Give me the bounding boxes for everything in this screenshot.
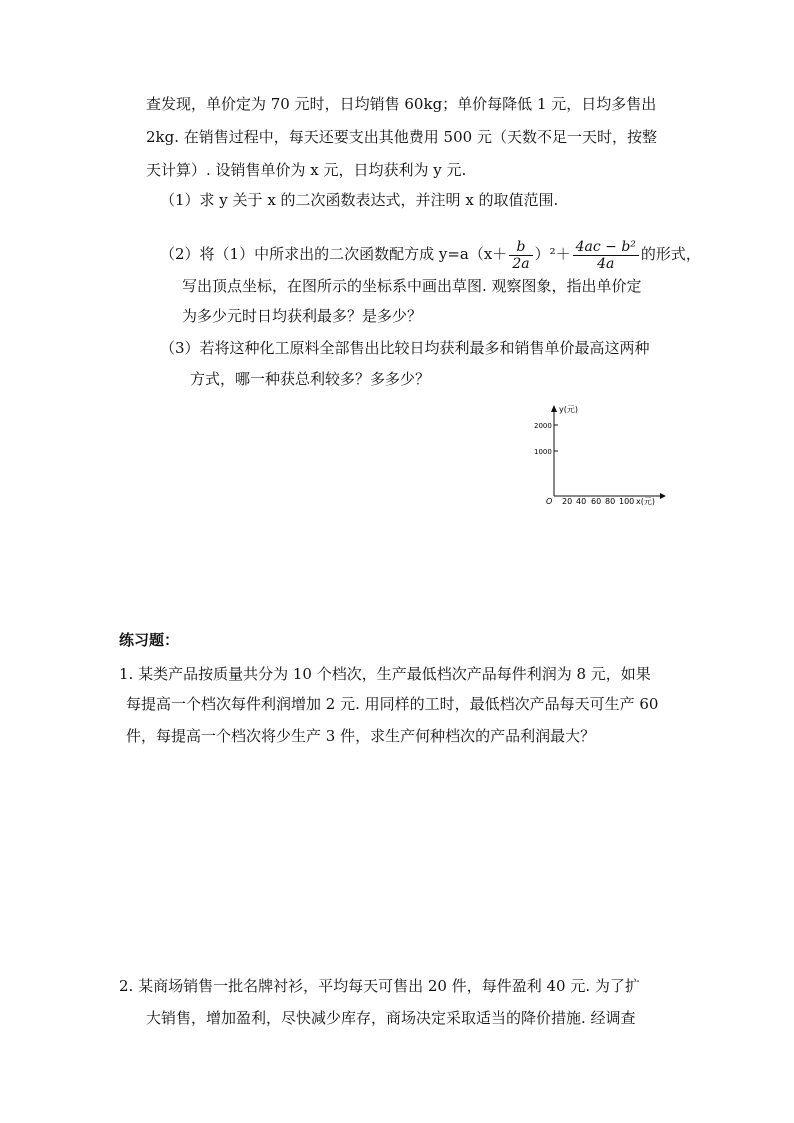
x-tick-label: 20 xyxy=(562,497,573,506)
question-3-line-2: 方式，哪一种获总利较多？多多少？ xyxy=(190,370,431,388)
problem-line-3: 天计算）. 设销售单价为 x 元，日均获利为 y 元. xyxy=(146,161,467,179)
x-tick-label: 60 xyxy=(591,497,602,506)
question-3-line-1: （3）若将这种化工原料全部售出比较日均获利最多和销售单价最高这两种 xyxy=(160,339,650,357)
problem-line-1: 查发现，单价定为 70 元时，日均销售 60kg；单价每降低 1 元，日均多售出 xyxy=(146,95,657,113)
y-axis-label: y(元) xyxy=(559,405,578,414)
practice-1-line-2: 每提高一个档次每件利润增加 2 元. 用同样的工时，最低档次产品每天可生产 60 xyxy=(126,695,659,713)
origin-label: O xyxy=(546,497,553,506)
fraction-denominator: 2a xyxy=(512,255,530,272)
question-2-middle: ）²＋ xyxy=(534,245,571,263)
x-tick-label: 100 xyxy=(619,497,635,506)
practice-1-line-3: 件，每提高一个档次将少生产 3 件，求生产何种档次的产品利润最大？ xyxy=(126,727,596,745)
fraction-b-over-2a xyxy=(509,239,532,272)
practice-1-line-1: 1. 某类产品按质量共分为 10 个档次，生产最低档次产品每件利润为 8 元，如果 xyxy=(119,665,651,683)
question-1: （1）求 y 关于 x 的二次函数表达式，并注明 x 的取值范围. xyxy=(160,191,559,209)
fraction-numerator: b xyxy=(509,239,532,256)
question-2-prefix: （2）将（1）中所求出的二次函数配方成 y=a（x＋ xyxy=(160,245,508,263)
fraction-denominator: 4a xyxy=(597,255,615,272)
coordinate-system xyxy=(532,400,672,510)
fraction-vertex-y xyxy=(573,239,639,272)
question-2-line-2: 写出顶点坐标，在图所示的坐标系中画出草图. 观察图象，指出单价定 xyxy=(182,277,642,295)
fraction-numerator: 4ac − b² xyxy=(573,239,639,256)
question-2-formula-line xyxy=(160,233,701,275)
y-tick-label: 2000 xyxy=(534,422,552,430)
practice-heading: 练习题： xyxy=(119,631,180,649)
y-axis-arrow xyxy=(551,405,557,412)
practice-2-line-2: 大销售，增加盈利，尽快减少库存，商场决定采取适当的降价措施. 经调查 xyxy=(146,1009,636,1027)
y-tick-label: 1000 xyxy=(534,448,552,456)
question-2-suffix: 的形式， xyxy=(640,245,701,263)
practice-2-line-1: 2. 某商场销售一批名牌衬衫，平均每天可售出 20 件，每件盈利 40 元. 为了扩 xyxy=(119,977,640,995)
x-axis-label: x(元) xyxy=(636,497,655,506)
question-2-line-3: 为多少元时日均获利最多？是多少？ xyxy=(182,307,423,325)
problem-line-2: 2kg. 在销售过程中，每天还要支出其他费用 500 元（天数不足一天时，按整 xyxy=(146,128,657,146)
x-tick-label: 40 xyxy=(576,497,587,506)
x-axis-arrow xyxy=(660,493,666,499)
x-tick-label: 80 xyxy=(605,497,616,506)
